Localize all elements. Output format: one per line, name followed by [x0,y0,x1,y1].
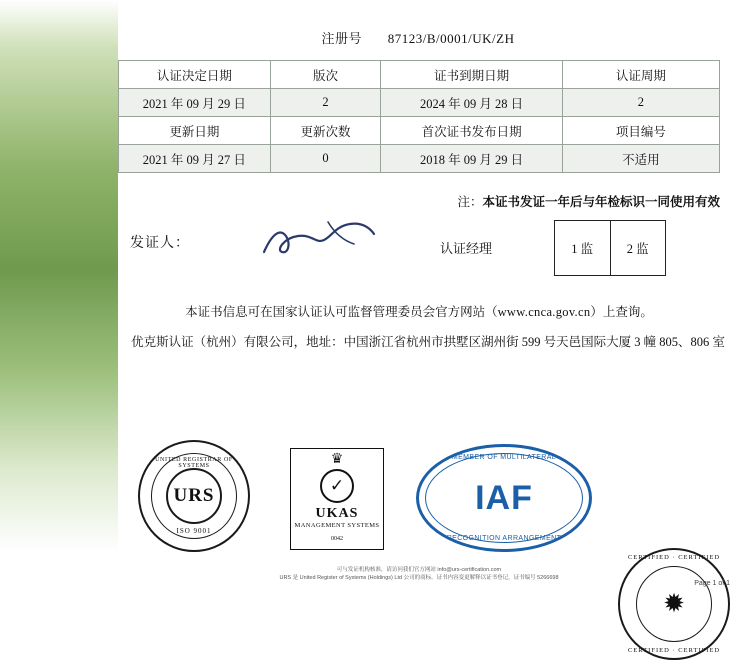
registration-number-line [118,28,718,47]
surveillance-box [554,220,666,276]
ukas-logo-subtitle: MANAGEMENT SYSTEMS [294,522,380,529]
table-row [119,145,720,173]
verification-text-part2: ）上查询。 [590,305,653,319]
table-header-cell: 更新次数 [270,117,381,145]
table-header-cell: 首次证书发布日期 [381,117,562,145]
company-address: 优克斯认证（杭州）有限公司，地址：中国浙江省杭州市拱墅区湖州街 599 号天邑国际大厦 3 幢 805、806 室 [131,335,725,349]
footer-line-1: 可与发证机构核准，请访问我们官方网站 info@urs-certification.com [336,567,502,573]
validity-note-prefix: 注： [457,195,483,209]
table-header-cell: 认证决定日期 [119,61,271,89]
urs-logo-top-text: UNITED REGISTRAR OF SYSTEMS [155,457,233,469]
cnca-website-link[interactable]: www.cnca.gov.cn [497,305,591,319]
validity-note [430,192,720,210]
table-cell: 2021 年 09 月 29 日 [119,89,271,117]
iaf-logo-ring [425,453,583,543]
validity-note-text: 本证书发证一年后与年检标识一同使用有效 [482,195,720,209]
table-cell: 2018 年 09 月 29 日 [381,145,562,173]
table-cell: 2021 年 09 月 27 日 [119,145,271,173]
verification-text [118,302,720,320]
footer-line-2: URS 是 United Register of Systems (Holdings) Ltd 公司的商标。证书内容变更解释以证书登记，证书编号 5266698 [279,575,559,581]
urs-logo-core-text: URS [166,468,222,524]
table-row [119,89,720,117]
iaf-logo-word: IAF [475,478,533,517]
iaf-logo [416,444,592,552]
table-header-cell: 更新日期 [119,117,271,145]
table-cell: 0 [270,145,381,173]
issuer-label: 发证人： [130,236,190,251]
iaf-logo-top-text: MEMBER OF MULTILATERAL [451,454,557,461]
registration-number-value: 87123/B/0001/UK/ZH [387,31,515,46]
surveillance-box-2: 2 监 [626,242,649,256]
footer-disclaimer [118,566,720,582]
certified-seal-bottom-text: CERTIFIED · CERTIFIED [627,647,721,654]
urs-logo [138,440,250,552]
table-row [119,61,720,89]
table-cell: 不适用 [562,145,719,173]
table-header-cell: 认证周期 [562,61,719,89]
certificate-table [118,60,720,173]
urs-logo-inner [151,453,237,539]
table-cell: 2024 年 09 月 28 日 [381,89,562,117]
ukas-logo-title: UKAS [315,506,359,521]
handwritten-signature-icon [258,218,378,264]
verification-text-part1: 本证书信息可在国家认证认可监督管理委员会官方网站（ [185,305,498,319]
page-number: Page 1 of 1 [694,580,730,587]
ukas-logo [290,448,384,550]
table-cell: 2 [562,89,719,117]
urs-logo-bottom-text: ISO 9001 [176,527,212,535]
table-row [119,117,720,145]
checkmark-icon: ✓ [320,469,354,503]
surveillance-box-1: 1 监 [555,221,611,275]
iaf-logo-bottom-text: RECOGNITION ARRANGEMENT [446,535,562,542]
crown-icon: ♛ [330,452,344,467]
globe-icon: ✹ [636,566,712,642]
table-header-cell: 项目编号 [562,117,719,145]
table-header-cell: 版次 [270,61,381,89]
ukas-logo-number: 0042 [331,536,343,542]
certification-manager-label: 认证经理 [440,241,493,256]
table-cell: 2 [270,89,381,117]
certified-seal-top-text: CERTIFIED · CERTIFIED [627,554,721,561]
certified-seal-logo [618,548,730,660]
registration-number-label: 注册号 [321,31,363,46]
table-header-cell: 证书到期日期 [381,61,562,89]
